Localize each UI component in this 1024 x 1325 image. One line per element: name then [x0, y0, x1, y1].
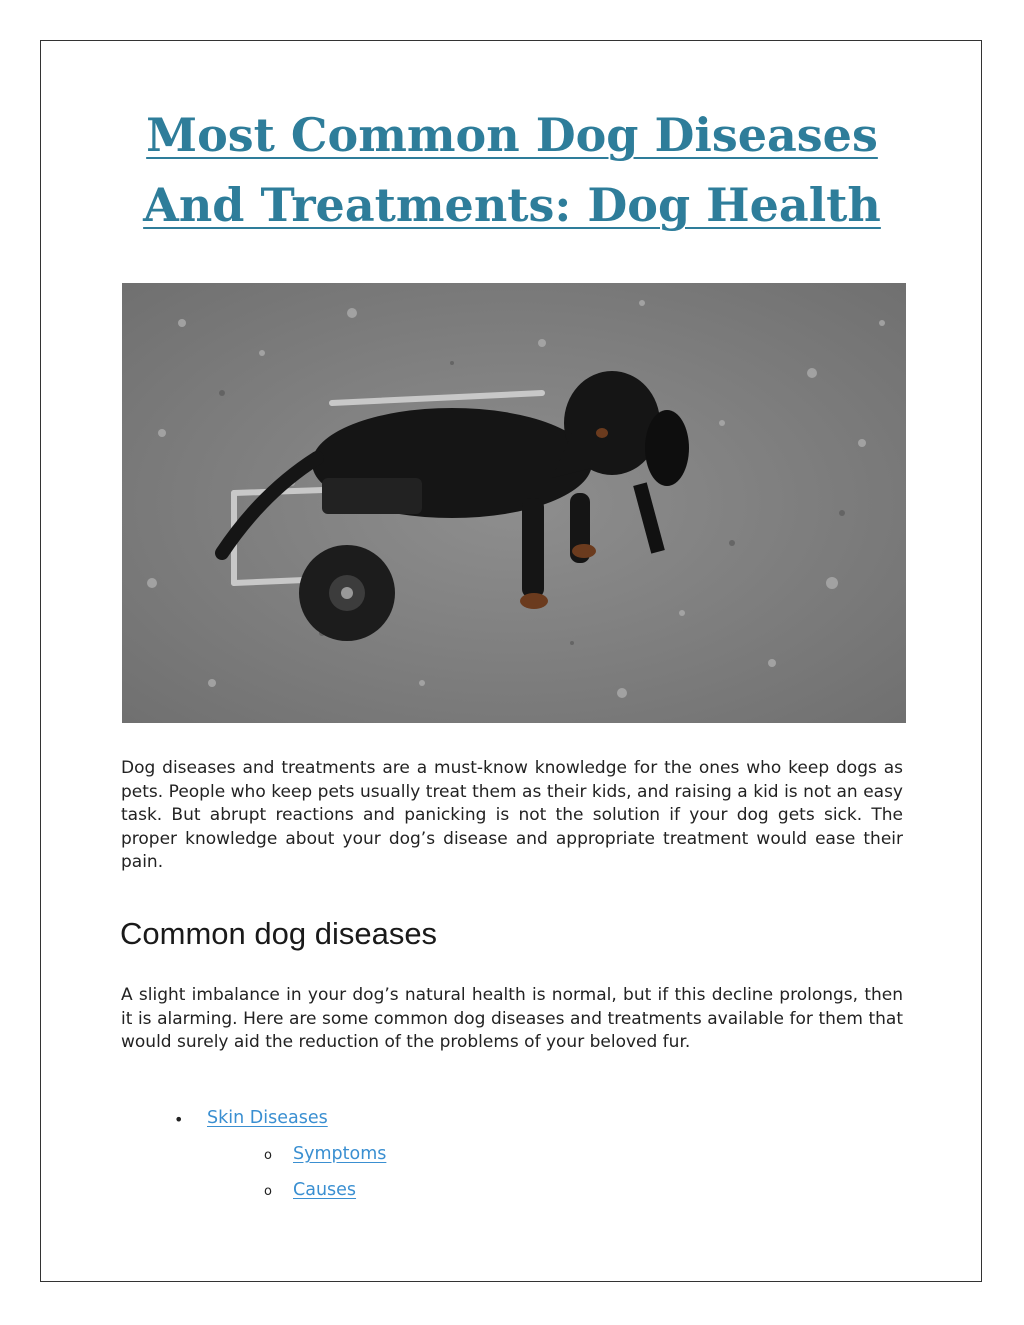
title-line-1: Most Common Dog Diseases	[146, 108, 878, 162]
dog-wheelchair-photo	[122, 283, 906, 723]
link-symptoms[interactable]: Symptoms	[293, 1144, 387, 1164]
diseases-paragraph: A slight imbalance in your dog’s natural health is normal, but if this decline prolongs, then it is alarming. Here are some common dog diseases and treatments available for them that would surely aid the reduction of the problems of your beloved fur.	[121, 985, 903, 1052]
page-title	[100, 100, 924, 240]
sub-bullet-icon: o	[264, 1184, 272, 1199]
title-line-2: And Treatments: Dog Health	[143, 178, 881, 232]
bullet-icon: •	[174, 1110, 184, 1129]
section-heading: Common dog diseases	[120, 916, 438, 951]
link-skin-diseases[interactable]: Skin Diseases	[207, 1108, 328, 1128]
intro-paragraph: Dog diseases and treatments are a must-know knowledge for the ones who keep dogs as pets. People who keep pets usually treat them as their kids, and raising a kid is not an easy task. But abrupt reactions and panicking is not the solution if your dog gets sick. The proper knowledge about your dog’s disease and appropriate treatment would ease their pain.	[121, 758, 903, 872]
sub-bullet-icon: o	[264, 1148, 272, 1163]
link-causes[interactable]: Causes	[293, 1180, 357, 1200]
